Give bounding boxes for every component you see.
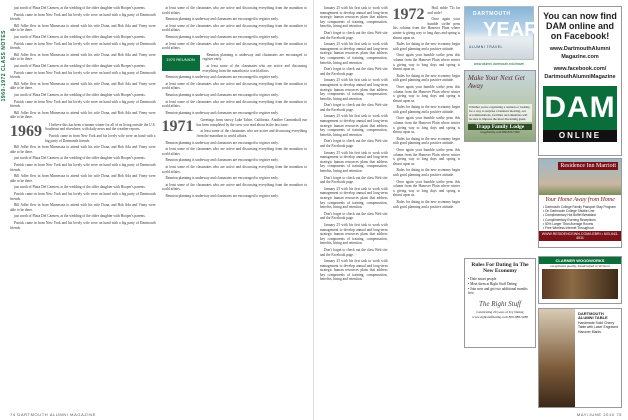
paragraph: Reunion planning is underway and classmates are encouraged to register early. <box>165 34 279 39</box>
paragraph: just north of Plaza Del Carmen, at the wedding of the older daughter with Hooper's parents. <box>14 6 146 10</box>
paragraph: just north of Plaza Del Carmen, at the wedding of the older daughter with Hooper's parents. <box>14 34 146 39</box>
list-item: • Complimentary Evening Receptions <box>543 218 617 222</box>
alumni-travel-ad[interactable] <box>464 6 552 60</box>
paragraph: Don't forget to check out the class Web site and the Facebook page. <box>320 103 388 112</box>
paragraph: Reunion planning is underway and classmates are encouraged to register early. <box>165 194 279 198</box>
residence-inn-ad[interactable] <box>538 158 622 248</box>
list-item: • On Dartmouth College Shuttle Line <box>543 209 617 213</box>
paragraph: just north of Plaza Del Carmen, at the wedding of the older daughter with Hooper's parents. <box>14 156 146 161</box>
left-folio: 74 DARTMOUTH ALUMNI MAGAZINE <box>10 412 96 417</box>
paragraph: Patrick came in from New York and his lovely wife were on hand with a big party of Dartmouth friends. <box>10 220 156 230</box>
paragraph: Reunion planning is underway and classmates are encouraged to register early. <box>165 75 279 80</box>
side-tab: 1960-1972 CLASS NOTES <box>1 30 7 102</box>
paragraph: Patrick came in from New York and his lovely wife were on hand with a big party of Dartmouth friends. <box>10 41 156 51</box>
residence-photo <box>539 159 621 195</box>
right-page <box>314 0 628 420</box>
paragraph: Don't forget to check out the class Web site and the Facebook page. <box>320 67 388 76</box>
paragraph: Once again your humble scribe pens this column from the Hanover Plain where winter is giving way to long days and spring is almost upon us. <box>392 53 460 72</box>
paragraph: Don't forget to check out the class Web site and the Facebook page. <box>320 211 388 221</box>
right-columns <box>320 6 460 410</box>
paragraph: I believe this has been a banner winter for all of us living outside the U.S. Southeast and elsewhere, with daily news and the weather reports. <box>45 122 156 132</box>
paragraph: Don't forget to check out the class Web site and the Facebook page. <box>320 247 388 257</box>
clarner-heading: CLARNER WOODWORKS <box>539 257 621 264</box>
paragraph: Don't forget to check out the class Web site and the Facebook page. <box>320 175 388 185</box>
paragraph: Bill Adler flew in from Minnesota to attend with his wife Dona, and Bob Ada and Vinny were able to be there. <box>10 23 156 33</box>
paragraph: Bill Adler flew in from Minnesota to attend with his wife Dona, and Bob Ada and Vinny were able to be there. <box>10 203 156 212</box>
ads-column <box>464 6 622 410</box>
paragraph: January 25 with his first task to work with management to develop annual and long-term strategic human resources plans that address key components of training, compensation, benefits, hiring and retention. <box>320 78 388 101</box>
paragraph: Reunion planning is underway and classmates are encouraged to register early. <box>165 17 279 22</box>
trapp-body: Whether you're organizing a reunion or looking for a way to surprise a business meeting, our accommodations, facilities and amenities will be sure to impress the most discerning guest. <box>468 104 532 122</box>
paragraph: Patrick came in from New York and his lovely wife were on hand with a big party of Dartmouth friends. <box>45 134 156 143</box>
list-item: • Free Wireless Internet Throughout <box>543 226 617 230</box>
paragraph: January 25 with his first task to work with management to develop annual and long-term strategic human resources plans that address key components of training, compensation, benefits, hiring and retention. <box>320 114 388 137</box>
paragraph: just north of Plaza Del Carmen, at the wedding of the older daughter with Hooper's parents. <box>14 214 146 219</box>
left-column-2 <box>162 6 308 410</box>
clarner-subheading: exceptional quality, handcrafted in Vermont <box>550 264 610 268</box>
paragraph: January 25 with his first task to work with management to develop annual and long-term strategic human resources plans that address key components of training, compensation, benefits, hiring and retention. <box>320 42 388 65</box>
trapp-headline: Make Your Next Get Away <box>468 74 525 90</box>
alumni-table-ad[interactable] <box>538 308 622 408</box>
clarner-woodworks-ad[interactable] <box>538 256 622 304</box>
dam-online-ad[interactable] <box>538 6 622 156</box>
years-label: YEARS <box>483 19 552 41</box>
dam-logo: DAM <box>543 86 617 130</box>
paragraph: Don't forget to check out the class Web site and the Facebook page. <box>320 30 388 40</box>
dartmouth-logo: DARTMOUTH <box>473 11 511 17</box>
year-heading-1969: 1969 <box>10 122 42 140</box>
paragraph: January 25 with his first task to work with management to develop annual and long-term strategic human resources plans that address key components of training, compensation, benefits, hiring and retention. <box>320 6 388 29</box>
paragraph: at least some of the classmates who are active and discussing everything from the marathon to world affairs. <box>161 6 307 15</box>
paragraph: at least some of the classmates who are active and discussing everything from the marathon to world affairs. <box>202 63 307 73</box>
paragraph: Rules for dating in the new economy begin with good planning and a positive attitude. <box>392 168 460 177</box>
paragraph: Rules for dating in the new economy begin with good planning and a positive attitude. <box>392 42 460 51</box>
right-footer <box>320 412 622 417</box>
paragraph: at least some of the classmates who are active and discussing everything from the marathon to world affairs. <box>161 41 307 51</box>
paragraph: Once again your humble scribe pens this column from the Hanover Plain where winter is giving way to long days and spring is almost upon us. <box>392 148 460 166</box>
paragraph: Patrick came in from New York and his lovely wife were on hand with a big party of Dartmouth friends. <box>10 99 156 109</box>
paragraph: at least some of the classmates who are active and discussing everything from the marathon to world affairs. <box>161 182 307 192</box>
clarner-photo <box>542 269 618 299</box>
reunion-label: 1970 REUNION <box>166 56 195 62</box>
list-item: • Dartmouth College Family Passport Stay Program <box>543 205 617 209</box>
right-column-1 <box>320 6 388 410</box>
trapp-contact[interactable]: trappfamily.com 800.826.7000 <box>480 130 520 134</box>
paragraph: at least some of the classmates who are active and discussing everything from the marathon to world affairs. <box>161 99 307 109</box>
paragraph: Bill Adler flew in from Minnesota to attend with his wife Dona, and Bob Ada and Vinny were able to be there. <box>10 174 156 183</box>
paragraph: at least some of the classmates who are active and discussing everything from the marathon to world affairs. <box>161 147 307 156</box>
paragraph: just north of Plaza Del Carmen, at the wedding of the older daughter with Hooper's parents. <box>14 185 146 190</box>
table-ad-heading: DARTMOUTH ALUMNI TABLE <box>578 311 608 321</box>
paragraph: Greetings from snowy Lake Tahoe, California. Another Cannonball run has been completed by the crew you read about in the last issue. <box>196 118 307 127</box>
table-photo <box>539 309 575 407</box>
residence-logo: Residence Inn Marriott <box>560 163 616 169</box>
list-item: • Date smart people <box>468 277 532 282</box>
paragraph: at least some of the classmates who are active and discussing everything from the marathon to world affairs. <box>161 81 307 91</box>
list-item: • Meet them at Right Stuff Dating <box>468 282 532 287</box>
paragraph: Rules for dating in the new economy begin with good planning and a positive attitude. <box>392 73 460 83</box>
rules-list <box>468 277 532 296</box>
paragraph: Patrick came in from New York and his lovely wife were on hand with a big party of Dartmouth friends. <box>10 12 156 22</box>
online-label: ONLINE <box>543 130 617 142</box>
year-heading-1971: 1971 <box>161 118 194 136</box>
paragraph: Reunion planning is underway and classmates are encouraged to register early. <box>165 176 279 181</box>
paragraph: January 25 with his first task to work with management to develop annual and long-term strategic human resources plans that address key components of training, compensation, benefits, hiring and retention. <box>320 222 388 246</box>
paragraph: Reunion planning is underway and classmates are encouraged to register early. <box>165 92 279 97</box>
fb-headline: You can now find DAM online and on Facebook! <box>543 11 617 41</box>
paragraph: Patrick came in from New York and his lovely wife were on hand with a big party of Dartmouth friends. <box>10 192 156 201</box>
paragraph: Reunion planning is underway and classmates are encouraged to register early. <box>165 110 279 115</box>
paragraph: Once again your humble scribe pens this column from the Hanover Plain where winter is giving way to long days and spring is almost upon us. <box>392 179 460 198</box>
rules-title: Rules For Dating In The New Economy <box>471 262 529 274</box>
paragraph: Bill Adler flew in from Minnesota to attend with his wife Dona, and Bob Ada and Vinny were able to be there. <box>10 110 156 120</box>
paragraph: Bill Adler flew in from Minnesota to attend with his wife Dona, and Bob Ada and Vinny were able to be there. <box>10 145 156 154</box>
residence-amenities <box>539 205 621 230</box>
table-ad-body: Handmade Solid Cherry Table with Laser Engraved Hanover Marks <box>578 320 618 334</box>
paragraph: just north of Plaza Del Carmen, at the wedding of the older daughter with Hooper's parents. <box>14 92 146 97</box>
paragraph: Rules for dating in the new economy begin with good planning and a positive attitude. <box>392 199 460 209</box>
paragraph: at least some of the classmates who are active and discussing everything from the marathon to world affairs. <box>161 165 307 174</box>
reunion-logo <box>162 55 200 71</box>
alumni-travel-url[interactable]: www.alumni.dartmouth.edu/travel <box>473 62 525 66</box>
year-heading-1972: 1972 <box>392 6 425 23</box>
paragraph: Rules for dating in the new economy begin with good planning and a positive attitude. <box>392 105 460 114</box>
paragraph: January 25 with his first task to work with management to develop annual and long-term strategic human resources plans that address key components of training, compensation, benefits, hiring and retention. <box>320 186 388 210</box>
right-stuff-ad[interactable] <box>464 258 536 348</box>
trapp-lodge-ad[interactable] <box>464 70 536 142</box>
paragraph: Bill Adler flew in from Minnesota to attend with his wife Dona, and Bob Ada and Vinny were able to be there. <box>10 52 156 62</box>
facebook-link[interactable]: www.facebook.com/ DartmouthAlumniMagazine <box>544 66 616 80</box>
list-item: • 50% Larger Than Average Rooms <box>543 222 617 226</box>
paragraph: Reunion planning is underway and classmates are encouraged to register early. <box>202 52 307 62</box>
left-footer <box>10 412 307 417</box>
paragraph: January 25 with his first task to work with management to develop annual and long-term strategic human resources plans that address key components of training, compensation, benefits, hiring and retention. <box>320 150 388 173</box>
paragraph: Hail, noble '72s far and wide! <box>427 6 460 15</box>
left-column-1 <box>10 6 156 410</box>
list-item: • Join now and get two additional months free <box>468 287 532 297</box>
paragraph: Reunion planning is underway and classmates are encouraged to register early. <box>165 140 279 145</box>
paragraph: Don't forget to check out the class Web site and the Facebook page. <box>320 139 388 149</box>
residence-url[interactable]: WWW.RESIDENCEINN.COM/LEBRI • 603-643-4511 <box>539 231 621 241</box>
right-folio: MAY/JUNE 2010 75 <box>576 412 622 417</box>
dam-website-link[interactable]: www.DartmouthAlumni Magazine.com <box>549 46 611 60</box>
right-stuff-logo: The Right Stuff <box>479 300 521 309</box>
right-stuff-contact[interactable]: Celebrating 20 years of Ivy Dating www.rightstuffdating.com 800-988-5288 <box>472 310 528 319</box>
paragraph: Patrick came in from New York and his lovely wife were on hand with a big party of Dartmouth friends. <box>10 163 156 172</box>
left-columns <box>10 6 307 410</box>
alumni-travel-label: ALUMNI TRAVEL <box>469 45 503 49</box>
list-item: • Complimentary Hot Buffet Breakfast <box>543 213 617 217</box>
paragraph: Reunion planning is underway and classmates are encouraged to register early. <box>165 158 279 163</box>
paragraph: Once again your humble scribe pens this column from the Hanover Plain where winter is giving way to long days and spring is almost upon us. <box>392 116 460 135</box>
trapp-logo: Trapp Family Lodge <box>468 124 532 130</box>
paragraph: January 25 with his first task to work with management to develop annual and long-term strategic human resources plans that address key components of training, compensation, benefits, hiring and retention. <box>320 259 388 282</box>
right-column-2 <box>393 6 461 410</box>
paragraph: just north of Plaza Del Carmen, at the wedding of the older daughter with Hooper's parents. <box>14 63 146 68</box>
paragraph: Once again your humble scribe pens this column from the Hanover Plain where winter is giving way to long days and spring is almost upon us. <box>392 84 460 103</box>
paragraph: Patrick came in from New York and his lovely wife were on hand with a big party of Dartmouth friends. <box>10 70 156 80</box>
residence-tagline: Your Home Away from Home <box>545 197 615 203</box>
paragraph: Bill Adler flew in from Minnesota to attend with his wife Dona, and Bob Ada and Vinny were able to be there. <box>10 81 156 91</box>
paragraph: at least some of the classmates who are active and discussing everything from the marathon to world affairs. <box>161 23 307 33</box>
paragraph: Once again your humble scribe pens this column from the Hanover Plain where winter is giving way to long days and spring is almost upon us. <box>392 17 460 40</box>
paragraph: Rules for dating in the new economy begin with good planning and a positive attitude. <box>392 136 460 146</box>
paragraph: at least some of the classmates who are active and discussing everything from the marathon to world affairs. <box>196 129 307 139</box>
table-ad-text <box>575 309 621 407</box>
